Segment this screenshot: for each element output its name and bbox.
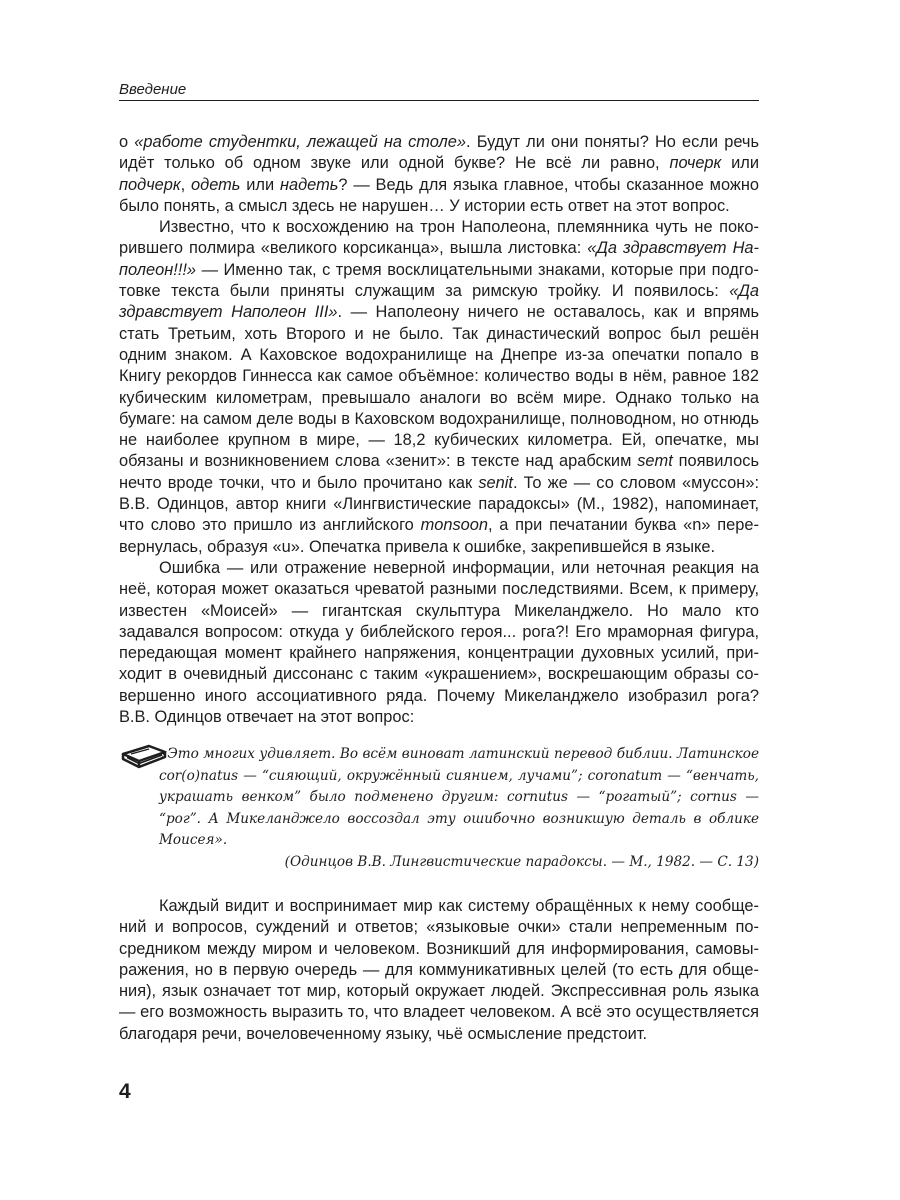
paragraph-3: [119, 558, 759, 728]
quote-source: (Одинцов В.В. Лингвистические парадоксы. — М., 1982. — С. 13): [284, 853, 759, 870]
italic-text: почерк: [669, 154, 722, 173]
italic-text: «работе студентки, лежащей на столе»: [134, 133, 467, 151]
main-text: [119, 132, 759, 728]
text-run: появилось нечто вроде точки, что и было прочитано как: [119, 452, 759, 492]
text-run: ? — Ведь для языка главное, чтобы сказанное можно было понять, а смысл здесь не нарушен… У истории есть ответ на этот вопрос.: [119, 175, 760, 215]
text-run: , а при печатании буква «n» перевернулась, образуя «u». Опечатка привела к ошибке, закрепившейся в языке.: [119, 516, 759, 556]
italic-text: monsoon: [420, 516, 488, 535]
paragraph-2: [119, 217, 759, 558]
text-run: о: [119, 133, 135, 151]
text-run: — Именно так, с тремя восклицательными знаками, которые при подготовке текста были приняты служащим за римскую тройку. И появилось:: [119, 260, 759, 301]
italic-text: «Да здравствует Наполеон III»: [119, 282, 759, 322]
running-header: [119, 80, 759, 101]
italic-text: «Да здравствует Наполеон!!!»: [119, 239, 759, 279]
text-run: Ошибка — или отражение неверной информации, или неточная реакция на неё, которая может оказаться чреватой разными последствиями. Всем, к примеру, известен «Моисей» — гигантская скульптура Микеланджело. Но мало кто задавался вопросом: откуда у библейского героя... рога?! Его мраморная фигура, передающая момент крайнего напряжения, концентрации духовных усилий, приходит в очевидный диссонанс с таким «украшением», воскрешающим образы совершенно иного ассоциативного ряда. Почему Микеланджело изобразил рога? В.В. Одинцов отвечает на этот вопрос:: [119, 558, 759, 727]
italic-text: одеть: [191, 175, 241, 194]
quote-body: «Это многих удивляет. Во всём виноват латинский перевод библии. Латинское cor(o)natus — “сияющий, окружённый сиянием, лучами”; coronatum — “венчать, украшать венком” было подменено другим: cornutus — “рогатый”; cornus — “рог”. А Микеланджело воссоздал эту ошибочно возникшую деталь в облике Моисея».: [159, 746, 759, 848]
text-run: Известно, что к восхождению на трон Наполеона, племянника чуть не покорившего полмира «великого корсиканца», вышла листовка:: [119, 218, 759, 258]
page-number: 4: [119, 1080, 131, 1103]
main-text-continued: [119, 896, 759, 1045]
quotation-block: [119, 740, 759, 880]
italic-text: senit: [478, 473, 513, 492]
text-run: или: [721, 154, 759, 173]
section-title: Введение: [119, 81, 187, 98]
text-run: . Будут ли они поняты? Но если речь идёт только об одном звуке или одной букве? Не всё ли равно,: [119, 133, 760, 173]
text-run: ,: [180, 175, 192, 194]
paragraph-4: Каждый видит и воспринимает мир как систему обращённых к нему сообщений и вопросов, суждений и ответов; «языковые очки» стали непременным посредником между миром и человеком. Возникший для информирования, самовыражения, но в первую очередь — для коммуникативных целей (то есть для общения), язык означает тот мир, который окружает людей. Экспрессивная роль языка — его возможность выразить то, что владеет человеком. А всё это осуществляется благодаря речи, вочеловеченному языку, чьё осмысление предстоит.: [119, 897, 759, 1043]
paragraph-1: [119, 132, 759, 217]
italic-text: подчерк: [119, 175, 181, 194]
italic-text: надеть: [279, 175, 339, 194]
text-run: . — Наполеону ничего не оставалось, как и впрямь стать Третьим, хоть Второго и не было. Так династический вопрос был решён одним знаком. А Каховское водохранилище на Днепре из-за опечатки попало в Книгу рекордов Гиннесса как самое объёмное: количество воды в нём, равное 182 кубическим километрам, превышало аналоги во всём мире. Однако только на бумаге: на самом деле воды в Каховском водохранилище, полноводном, но отнюдь не наиболее крупном в мире, — 18,2 кубических километра. Ей, опечатке, мы обязаны и возникновением слова «зенит»: в тексте над арабским: [119, 303, 760, 471]
text-run: . То же — со словом «муссон»: В.В. Одинцов, автор книги «Лингвистические парадоксы» (М., 1982), напоминает, что слово это пришло из английского: [119, 473, 759, 535]
text-run: или: [240, 175, 280, 194]
italic-text: semt: [637, 452, 673, 471]
quote-text: [159, 744, 759, 873]
